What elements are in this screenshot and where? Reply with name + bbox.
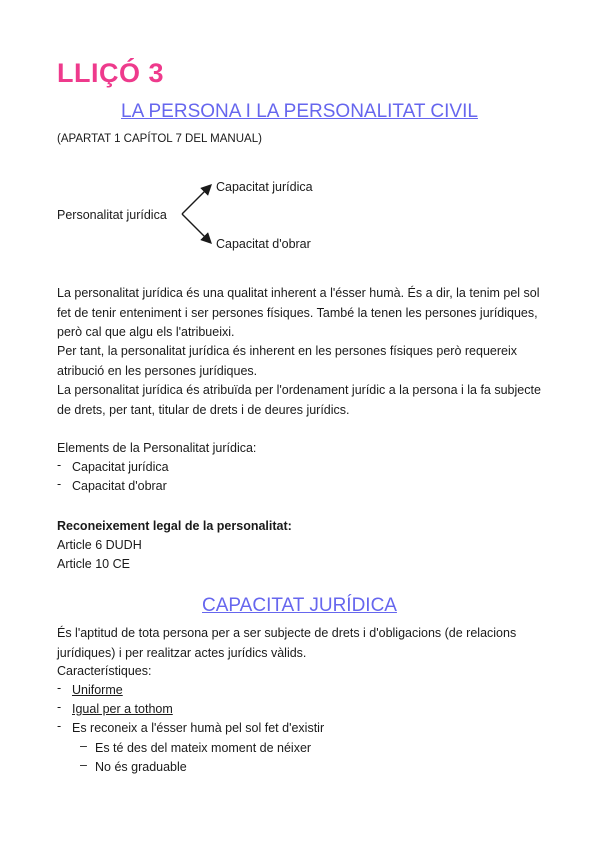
- paragraph-intro-2: Per tant, la personalitat jurídica és inherent en les persones físiques però requereix atribució en les persones jurídiques.: [57, 344, 517, 378]
- list-item: No és graduable: [95, 760, 187, 774]
- list-item: Igual per a tothom: [72, 702, 173, 716]
- list-bullet: -: [57, 477, 62, 491]
- section-heading-persona: LA PERSONA I LA PERSONALITAT CIVIL: [121, 101, 478, 122]
- list-item: Es reconeix a l'ésser humà pel sol fet d'existir: [72, 721, 325, 735]
- features-heading: Característiques:: [57, 664, 152, 678]
- recognition-item: Article 6 DUDH: [57, 538, 142, 552]
- list-bullet: -: [57, 700, 62, 714]
- paragraph-intro-1: La personalitat jurídica és una qualitat inherent a l'ésser humà. És a dir, la tenim pel sol fet de tenir enteniment i ser persones físiques. També la tenen les persones jurídiques, però cal que algu els l'atribueixi.: [57, 286, 540, 339]
- list-item: Capacitat jurídica: [72, 460, 169, 474]
- paragraph-intro-3: La personalitat jurídica és atribuïda per l'ordenament jurídic a la persona i la fa subjecte de drets, per tant, titular de drets i de deures jurídics.: [57, 383, 541, 417]
- recognition-heading: Reconeixement legal de la personalitat:: [57, 519, 292, 533]
- arrow-up: [182, 186, 210, 214]
- list-item: Uniforme: [72, 683, 123, 697]
- list-bullet: –: [80, 739, 87, 753]
- diagram-branch-top: Capacitat jurídica: [216, 180, 313, 194]
- recognition-item: Article 10 CE: [57, 557, 130, 571]
- list-item: Es té des del mateix moment de néixer: [95, 741, 312, 755]
- capacitat-definition: És l'aptitud de tota persona per a ser subjecte de drets i d'obligacions (de relacions jurídiques) i per realitzar actes jurídics vàlids.: [57, 626, 517, 660]
- list-bullet: -: [57, 719, 62, 733]
- lesson-title: LLIÇÓ 3: [57, 58, 165, 88]
- diagram-root-label: Personalitat jurídica: [57, 208, 167, 222]
- section-heading-capacitat: CAPACITAT JURÍDICA: [202, 595, 397, 616]
- diagram-branch-bottom: Capacitat d'obrar: [216, 237, 311, 251]
- list-bullet: -: [57, 458, 62, 472]
- list-bullet: –: [80, 758, 87, 772]
- arrow-down: [182, 214, 210, 242]
- elements-heading: Elements de la Personalitat jurídica:: [57, 441, 257, 455]
- manual-reference: (APARTAT 1 CAPÍTOL 7 DEL MANUAL): [57, 133, 262, 145]
- list-item: Capacitat d'obrar: [72, 479, 167, 493]
- list-bullet: -: [57, 681, 62, 695]
